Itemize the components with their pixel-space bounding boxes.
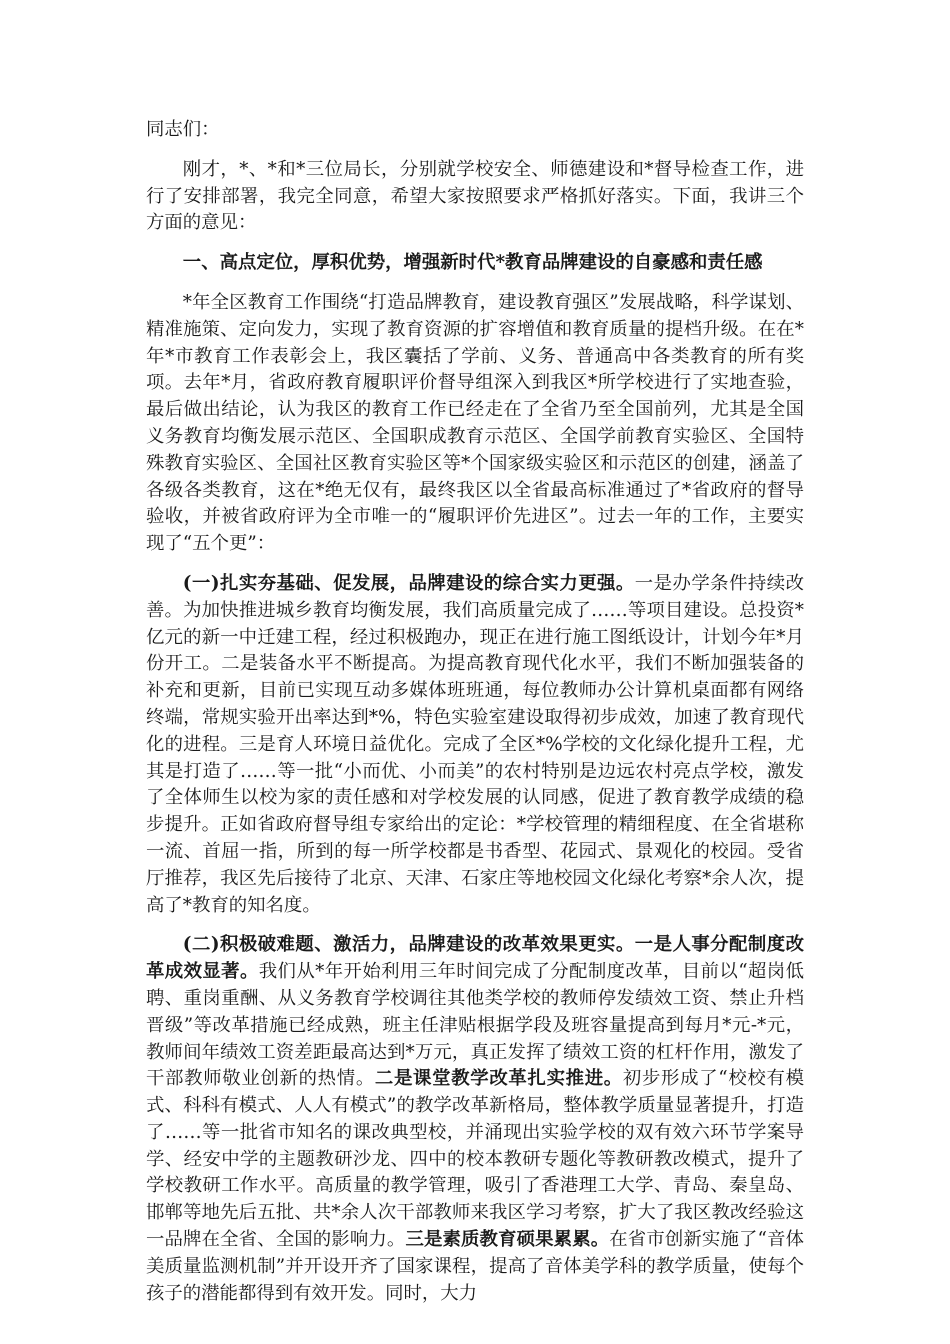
- point-2-sub-3-title: 三是素质教育硕果累累。: [405, 1229, 610, 1251]
- greeting: 同志们：: [146, 119, 220, 140]
- point-2-sub-1-title: 一是人事分配制度改革成效显著。: [146, 934, 804, 983]
- point-2-paragraph: [146, 932, 804, 1307]
- point-1-paragraph: [146, 571, 804, 919]
- point-1-body: 一是办学条件持续改善。为加快推进城乡教育均衡发展，我们高质量完成了……等项目建设。总投资*亿元的新一中迁建工程，经过积极跑办，现正在进行施工图纸设计，计划今年*月份开工。二是装备水平不断提高。为提高教育现代化水平，我们不断加强装备的补充和更新，目前已实现互动多媒体班班通，每位教师办公计算机桌面都有网络终端，常规实验开出率达到*%，特色实验室建设取得初步成效，加速了教育现代化的进程。三是育人环境日益优化。完成了全区*%学校的文化绿化提升工程，尤其是打造了……等一批“小而优、小而美”的农村特别是边远农村亮点学校，激发了全体师生以校为家的责任感和对学校发展的认同感，促进了教育教学成绩的稳步提升。正如省政府督导组专家给出的定论：*学校管理的精细程度、在全省堪称一流、首屈一指，所到的每一所学校都是书香型、花园式、景观化的校园。受省厅推荐，我区先后接待了北京、天津、石家庄等地校园文化绿化考察*余人次，提高了*教育的知名度。: [146, 572, 804, 916]
- point-2-sub-2-body: 初步形成了“校校有模式、科科有模式、人人有模式”的教学改革新格局，整体教学质量显著提升，打造了……等一批省市知名的课改典型校，并涌现出实验学校的双有效六环节学案导学、经安中学的主题教研沙龙、四中的校本教研专题化等教研教改模式，提升了学校教研工作水平。高质量的教学管理，吸引了香港理工大学、青岛、秦皇岛、邯郸等地先后五批、共*余人次干部教师来我区学习考察，扩大了我区教改经验这一品牌在全省、全国的影响力。: [146, 1068, 804, 1251]
- section-1-paragraph: *年全区教育工作围绕“打造品牌教育，建设教育强区”发展战略，科学谋划、精准施策、定向发力，实现了教育资源的扩容增值和教育质量的提档升级。在在*年*市教育工作表彰会上，我区囊括了学前、义务、普通高中各类教育的所有奖项。去年*月，省政府教育履职评价督导组深入到我区*所学校进行了实地查验，最后做出结论，认为我区的教育工作已经走在了全省乃至全国前列，尤其是全国义务教育均衡发展示范区、全国职成教育示范区、全国学前教育实验区、全国特殊教育实验区、全国社区教育实验区等*个国家级实验区和示范区的创建，涵盖了各级各类教育，这在*绝无仅有，最终我区以全省最高标准通过了*省政府的督导验收，并被省政府评为全市唯一的“履职评价先进区”。过去一年的工作，主要实现了“五个更”：: [146, 291, 804, 555]
- point-1-title: (一)扎实夯基础、促发展，品牌建设的综合实力更强。: [182, 572, 635, 594]
- point-2-sub-1-body: 我们从*年开始利用三年时间完成了分配制度改革，目前以“超岗低聘、重岗重酬、从义务教育学校调往其他类学校的教师停发绩效工资、禁止升档晋级”等改革措施已经成熟，班主任津贴根据学段及班容量提高到每月*元-*元，教师间年绩效工资差距最高达到*万元，真正发挥了绩效工资的杠杆作用，激发了干部教师敬业创新的热情。: [146, 961, 804, 1090]
- section-1-heading: 一、高点定位，厚积优势，增强新时代*教育品牌建设的自豪感和责任感: [182, 252, 763, 274]
- point-2-sub-2-title: 二是课堂教学改革扎实推进。: [374, 1068, 623, 1090]
- intro-paragraph: 刚才，*、*和*三位局长，分别就学校安全、师德建设和*督导检查工作，进行了安排部署，我完全同意，希望大家按照要求严格抓好落实。下面，我讲三个方面的意见：: [146, 158, 804, 234]
- point-2-title: (二)积极破难题、激活力，品牌建设的改革效果更实。: [182, 934, 635, 956]
- point-2-sub-3-body: 在省市创新实施了“音体美质量监测机制”并开设开齐了国家课程，提高了音体美学科的教学质量，使每个孩子的潜能都得到有效开发。同时，大力: [146, 1229, 804, 1304]
